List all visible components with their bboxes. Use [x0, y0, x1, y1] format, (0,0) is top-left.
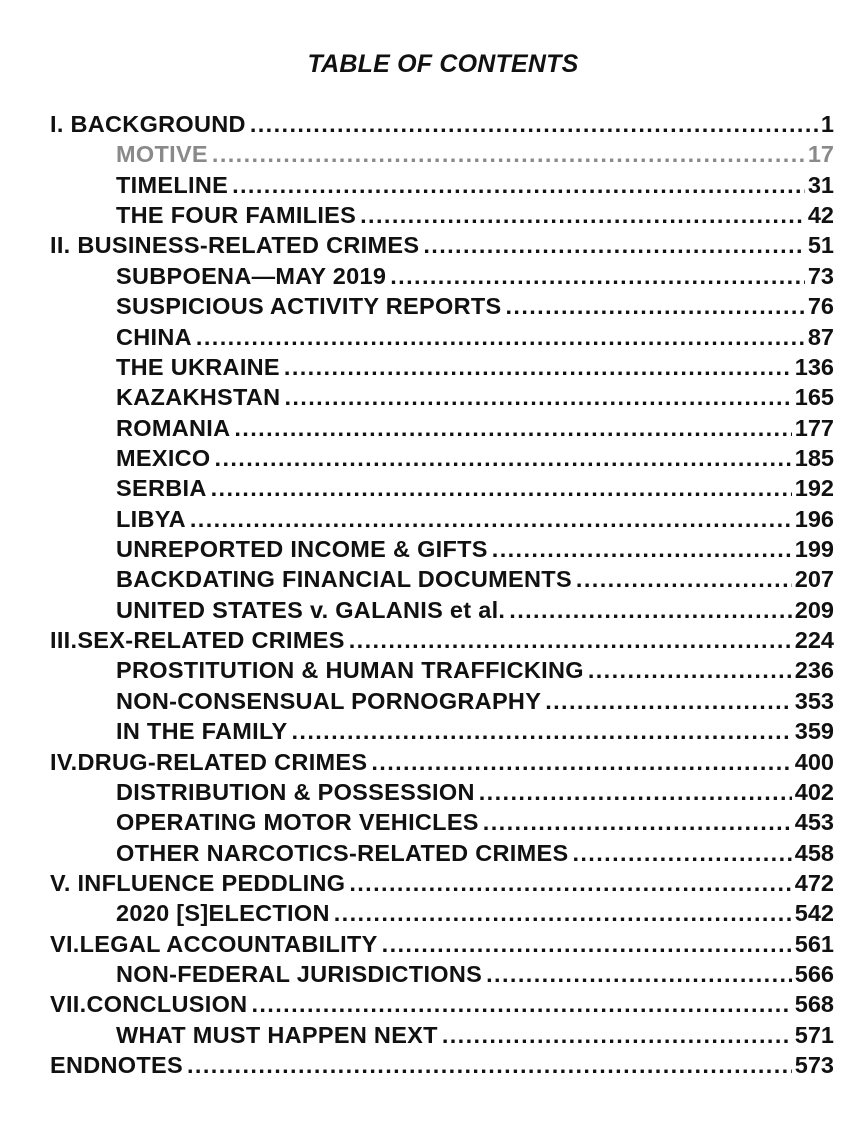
toc-entry[interactable]	[50, 413, 834, 443]
toc-entry[interactable]	[50, 352, 834, 382]
toc-page-number: 87	[807, 323, 834, 350]
toc-page-number: 1	[820, 111, 834, 137]
toc-entry-label: VII.CONCLUSION	[50, 991, 248, 1018]
toc-dot-leader	[250, 109, 818, 139]
toc-page-number: 165	[794, 384, 834, 411]
toc-entry[interactable]	[50, 747, 834, 777]
toc-dot-leader	[211, 473, 792, 503]
toc-page-number: 353	[794, 687, 834, 714]
toc-entry-label: NON-CONSENSUAL PORNOGRAPHY	[116, 687, 542, 714]
toc-page-number: 236	[794, 657, 834, 684]
toc-entry[interactable]	[50, 868, 834, 898]
toc-page-number: 224	[794, 627, 834, 654]
toc-page-number: 207	[794, 566, 834, 593]
toc-dot-leader	[190, 504, 792, 534]
toc-entry-label: CHINA	[116, 323, 192, 350]
toc-dot-leader	[390, 261, 805, 291]
toc-page-number: 177	[794, 414, 834, 441]
toc-entry[interactable]	[50, 200, 834, 230]
toc-entry-label: TIMELINE	[116, 171, 229, 198]
toc-dot-leader	[442, 1020, 792, 1050]
toc-page-number: 192	[794, 475, 834, 502]
toc-entry[interactable]	[50, 898, 834, 928]
toc-page-number: 17	[807, 141, 834, 168]
toc-dot-leader	[232, 170, 805, 200]
toc-dot-leader	[251, 989, 791, 1019]
toc-entry-label: SERBIA	[116, 475, 207, 502]
toc-entry[interactable]	[50, 929, 834, 959]
toc-page-number: 542	[794, 900, 834, 927]
toc-page-number: 566	[794, 961, 834, 988]
toc-entry[interactable]	[50, 230, 834, 260]
toc-dot-leader	[492, 534, 792, 564]
toc-dot-leader	[545, 686, 792, 716]
toc-entry[interactable]	[50, 261, 834, 291]
toc-dot-leader	[576, 564, 792, 594]
toc-entry-label: OTHER NARCOTICS-RELATED CRIMES	[116, 839, 569, 866]
toc-entry[interactable]	[50, 382, 834, 412]
toc-page-number: 458	[794, 839, 834, 866]
toc-entry-label: UNITED STATES v. GALANIS et al.	[116, 596, 506, 623]
toc-page-number: 472	[794, 869, 834, 896]
toc-page-number: 185	[794, 444, 834, 471]
toc-entry[interactable]	[50, 139, 834, 169]
toc-entry[interactable]	[50, 716, 834, 746]
toc-page-number: 31	[807, 171, 834, 198]
toc-entry[interactable]	[50, 1050, 834, 1080]
toc-dot-leader	[382, 929, 792, 959]
toc-entry[interactable]	[50, 595, 834, 625]
toc-entry[interactable]	[50, 625, 834, 655]
toc-entry[interactable]	[50, 989, 834, 1019]
toc-page-number: 199	[794, 536, 834, 563]
toc-entry-label: SUBPOENA—MAY 2019	[116, 262, 387, 289]
toc-dot-leader	[371, 747, 791, 777]
toc-entry[interactable]	[50, 322, 834, 352]
toc-entry[interactable]	[50, 777, 834, 807]
toc-entry[interactable]	[50, 959, 834, 989]
toc-entry-label: SUSPICIOUS ACTIVITY REPORTS	[116, 293, 502, 320]
toc-entry[interactable]	[50, 443, 834, 473]
toc-page-number: 359	[794, 718, 834, 745]
toc-page-number: 209	[794, 596, 834, 623]
toc-dot-leader	[284, 382, 791, 412]
toc-dot-leader	[196, 322, 805, 352]
toc-entry-label: LIBYA	[116, 505, 186, 532]
toc-dot-leader	[215, 443, 792, 473]
toc-dot-leader	[349, 868, 791, 898]
toc-dot-leader	[334, 898, 792, 928]
toc-entry-label: I. BACKGROUND	[50, 111, 246, 137]
toc-entry-label: II. BUSINESS-RELATED CRIMES	[50, 232, 420, 259]
toc-dot-leader	[572, 838, 791, 868]
toc-entry-label: UNREPORTED INCOME & GIFTS	[116, 536, 488, 563]
toc-entry-label: III.SEX-RELATED CRIMES	[50, 627, 345, 654]
toc-entry[interactable]	[50, 655, 834, 685]
toc-dot-leader	[423, 230, 805, 260]
toc-entry[interactable]	[50, 1020, 834, 1050]
toc-entry[interactable]	[50, 564, 834, 594]
toc-page-number: 402	[794, 778, 834, 805]
toc-dot-leader	[349, 625, 792, 655]
toc-dot-leader	[212, 139, 805, 169]
toc-page-number: 76	[807, 293, 834, 320]
toc-list	[50, 109, 834, 1081]
toc-dot-leader	[187, 1050, 792, 1080]
toc-dot-leader	[588, 655, 792, 685]
toc-entry-label: MEXICO	[116, 444, 211, 471]
toc-dot-leader	[486, 959, 792, 989]
toc-entry-label: V. INFLUENCE PEDDLING	[50, 869, 346, 896]
toc-entry-label: IV.DRUG-RELATED CRIMES	[50, 748, 368, 775]
toc-dot-leader	[234, 413, 791, 443]
toc-entry[interactable]	[50, 473, 834, 503]
toc-entry-label: NON-FEDERAL JURISDICTIONS	[116, 961, 483, 988]
toc-entry[interactable]	[50, 291, 834, 321]
toc-page-number: 196	[794, 505, 834, 532]
toc-dot-leader	[509, 595, 792, 625]
toc-page-number: 568	[794, 991, 834, 1018]
toc-page-number: 573	[794, 1052, 834, 1079]
toc-entry[interactable]	[50, 504, 834, 534]
toc-entry-label: IN THE FAMILY	[116, 718, 288, 745]
toc-entry-label: PROSTITUTION & HUMAN TRAFFICKING	[116, 657, 584, 684]
toc-dot-leader	[479, 777, 792, 807]
toc-page-number: 453	[794, 809, 834, 836]
toc-page-number: 42	[807, 202, 834, 229]
toc-page-number: 51	[807, 232, 834, 259]
toc-title: TABLE OF CONTENTS	[307, 50, 579, 78]
toc-entry-label: DISTRIBUTION & POSSESSION	[116, 778, 475, 805]
toc-dot-leader	[291, 716, 791, 746]
toc-entry-label: MOTIVE	[116, 141, 208, 168]
toc-entry[interactable]	[50, 534, 834, 564]
toc-page-number: 73	[807, 262, 834, 289]
toc-entry[interactable]	[50, 686, 834, 716]
toc-entry[interactable]	[50, 109, 834, 139]
toc-page-number: 571	[794, 1021, 834, 1048]
toc-entry-label: THE UKRAINE	[116, 353, 280, 380]
toc-entry-label: ROMANIA	[116, 414, 231, 441]
toc-entry-label: 2020 [S]ELECTION	[116, 900, 330, 927]
toc-entry[interactable]	[50, 170, 834, 200]
toc-entry-label: THE FOUR FAMILIES	[116, 202, 357, 229]
toc-entry-label: KAZAKHSTAN	[116, 384, 281, 411]
toc-entry[interactable]	[50, 838, 834, 868]
toc-page-number: 561	[794, 930, 834, 957]
toc-dot-leader	[284, 352, 792, 382]
toc-entry-label: WHAT MUST HAPPEN NEXT	[116, 1021, 438, 1048]
toc-entry-label: VI.LEGAL ACCOUNTABILITY	[50, 930, 378, 957]
toc-page-number: 400	[794, 748, 834, 775]
toc-entry-label: ENDNOTES	[50, 1052, 183, 1079]
toc-entry-label: OPERATING MOTOR VEHICLES	[116, 809, 479, 836]
toc-dot-leader	[505, 291, 804, 321]
toc-entry-label: BACKDATING FINANCIAL DOCUMENTS	[116, 566, 572, 593]
toc-entry[interactable]	[50, 807, 834, 837]
toc-dot-leader	[360, 200, 805, 230]
toc-dot-leader	[483, 807, 792, 837]
toc-page-number: 136	[794, 353, 834, 380]
